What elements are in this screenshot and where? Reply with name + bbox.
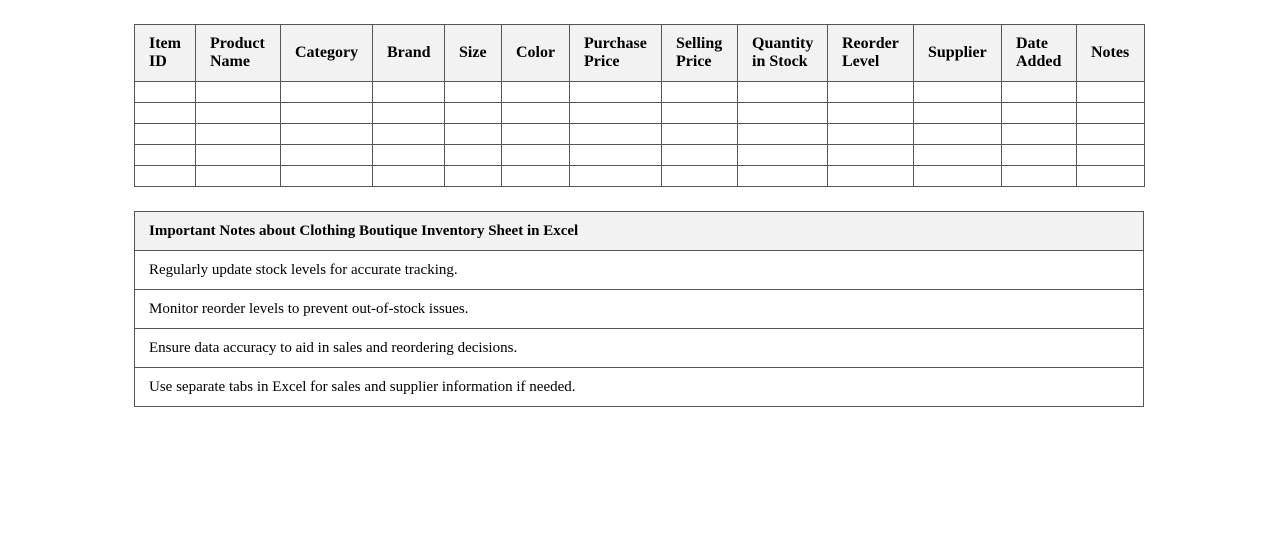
- table-cell[interactable]: [196, 166, 281, 187]
- table-cell[interactable]: [738, 145, 828, 166]
- table-cell[interactable]: [373, 82, 445, 103]
- header-text-line: Price: [676, 53, 712, 70]
- header-supplier: [914, 25, 1002, 82]
- table-cell[interactable]: [570, 103, 662, 124]
- header-text-line: Item: [149, 35, 181, 52]
- table-cell[interactable]: [445, 103, 502, 124]
- table-cell[interactable]: [738, 166, 828, 187]
- table-cell[interactable]: [196, 103, 281, 124]
- table-row: [135, 124, 1145, 145]
- header-text-line: Price: [584, 53, 620, 70]
- table-cell[interactable]: [662, 103, 738, 124]
- table-cell[interactable]: [502, 166, 570, 187]
- table-cell[interactable]: [196, 124, 281, 145]
- note-row: [135, 251, 1144, 290]
- table-cell[interactable]: [445, 82, 502, 103]
- table-cell[interactable]: [373, 124, 445, 145]
- table-cell[interactable]: [662, 124, 738, 145]
- header-reorder-level: [828, 25, 914, 82]
- table-cell[interactable]: [914, 103, 1002, 124]
- table-cell[interactable]: [445, 124, 502, 145]
- table-cell[interactable]: [135, 145, 196, 166]
- table-cell[interactable]: [135, 103, 196, 124]
- table-cell[interactable]: [135, 166, 196, 187]
- table-cell[interactable]: [828, 124, 914, 145]
- table-cell[interactable]: [445, 166, 502, 187]
- header-text-line: Category: [295, 44, 359, 61]
- note-row: [135, 368, 1144, 407]
- table-cell[interactable]: [738, 103, 828, 124]
- table-cell[interactable]: [373, 145, 445, 166]
- table-cell[interactable]: [828, 103, 914, 124]
- table-cell[interactable]: [570, 145, 662, 166]
- header-product-name: [196, 25, 281, 82]
- note-text: Monitor reorder levels to prevent out-of-stock issues.: [135, 290, 1144, 329]
- table-cell[interactable]: [1002, 82, 1077, 103]
- header-text-line: Date: [1016, 35, 1048, 52]
- header-size: [445, 25, 502, 82]
- table-cell[interactable]: [662, 82, 738, 103]
- table-cell[interactable]: [570, 124, 662, 145]
- table-cell[interactable]: [445, 145, 502, 166]
- table-row: [135, 166, 1145, 187]
- header-brand: [373, 25, 445, 82]
- table-cell[interactable]: [196, 145, 281, 166]
- table-cell[interactable]: [914, 124, 1002, 145]
- header-text-line: Reorder: [842, 35, 899, 52]
- inventory-header-row: [135, 25, 1145, 82]
- header-text-line: Purchase: [584, 35, 647, 52]
- table-row: [135, 82, 1145, 103]
- header-text-line: Supplier: [928, 44, 987, 61]
- table-cell[interactable]: [502, 103, 570, 124]
- table-cell[interactable]: [502, 145, 570, 166]
- table-cell[interactable]: [738, 124, 828, 145]
- table-cell[interactable]: [135, 124, 196, 145]
- table-cell[interactable]: [281, 82, 373, 103]
- table-cell[interactable]: [373, 103, 445, 124]
- table-cell[interactable]: [502, 82, 570, 103]
- table-cell[interactable]: [1002, 166, 1077, 187]
- inventory-table: [134, 24, 1145, 187]
- notes-title-row: [135, 212, 1144, 251]
- table-cell[interactable]: [281, 145, 373, 166]
- header-text-line: Product: [210, 35, 265, 52]
- table-cell[interactable]: [914, 145, 1002, 166]
- table-row: [135, 145, 1145, 166]
- table-cell[interactable]: [828, 145, 914, 166]
- table-cell[interactable]: [662, 145, 738, 166]
- header-item-id: [135, 25, 196, 82]
- notes-title: Important Notes about Clothing Boutique Inventory Sheet in Excel: [135, 212, 1144, 251]
- header-purchase-price: [570, 25, 662, 82]
- note-text: Ensure data accuracy to aid in sales and reordering decisions.: [135, 329, 1144, 368]
- header-text-line: Notes: [1091, 44, 1130, 61]
- table-cell[interactable]: [914, 82, 1002, 103]
- header-quantity-in-stock: [738, 25, 828, 82]
- table-cell[interactable]: [828, 82, 914, 103]
- note-row: [135, 290, 1144, 329]
- table-cell[interactable]: [738, 82, 828, 103]
- table-cell[interactable]: [1002, 145, 1077, 166]
- inventory-body: [135, 82, 1145, 187]
- table-cell[interactable]: [281, 124, 373, 145]
- note-text: Use separate tabs in Excel for sales and supplier information if needed.: [135, 368, 1144, 407]
- table-cell[interactable]: [1002, 103, 1077, 124]
- header-text-line: ID: [149, 53, 167, 70]
- header-text-line: Brand: [387, 44, 431, 61]
- note-text: Regularly update stock levels for accurate tracking.: [135, 251, 1144, 290]
- table-cell[interactable]: [196, 82, 281, 103]
- table-cell[interactable]: [914, 166, 1002, 187]
- header-notes: [1077, 25, 1145, 82]
- header-selling-price: [662, 25, 738, 82]
- header-text-line: Selling: [676, 35, 723, 52]
- notes-table: [134, 211, 1144, 407]
- note-row: [135, 329, 1144, 368]
- table-cell[interactable]: [570, 82, 662, 103]
- table-cell[interactable]: [373, 166, 445, 187]
- header-text-line: Color: [516, 44, 556, 61]
- header-text-line: Added: [1016, 53, 1062, 70]
- header-text-line: in Stock: [752, 53, 808, 70]
- table-cell[interactable]: [502, 124, 570, 145]
- table-cell[interactable]: [1077, 103, 1145, 124]
- header-text-line: Name: [210, 53, 250, 70]
- table-cell[interactable]: [281, 103, 373, 124]
- table-cell[interactable]: [1002, 124, 1077, 145]
- header-color: [502, 25, 570, 82]
- table-cell[interactable]: [828, 166, 914, 187]
- table-cell[interactable]: [570, 166, 662, 187]
- header-text-line: Quantity: [752, 35, 814, 52]
- header-category: [281, 25, 373, 82]
- table-cell[interactable]: [281, 166, 373, 187]
- table-cell[interactable]: [135, 82, 196, 103]
- table-cell[interactable]: [1077, 82, 1145, 103]
- header-text-line: Size: [459, 44, 487, 61]
- table-cell[interactable]: [1077, 124, 1145, 145]
- table-cell[interactable]: [662, 166, 738, 187]
- table-cell[interactable]: [1077, 166, 1145, 187]
- table-row: [135, 103, 1145, 124]
- table-cell[interactable]: [1077, 145, 1145, 166]
- header-text-line: Level: [842, 53, 880, 70]
- header-date-added: [1002, 25, 1077, 82]
